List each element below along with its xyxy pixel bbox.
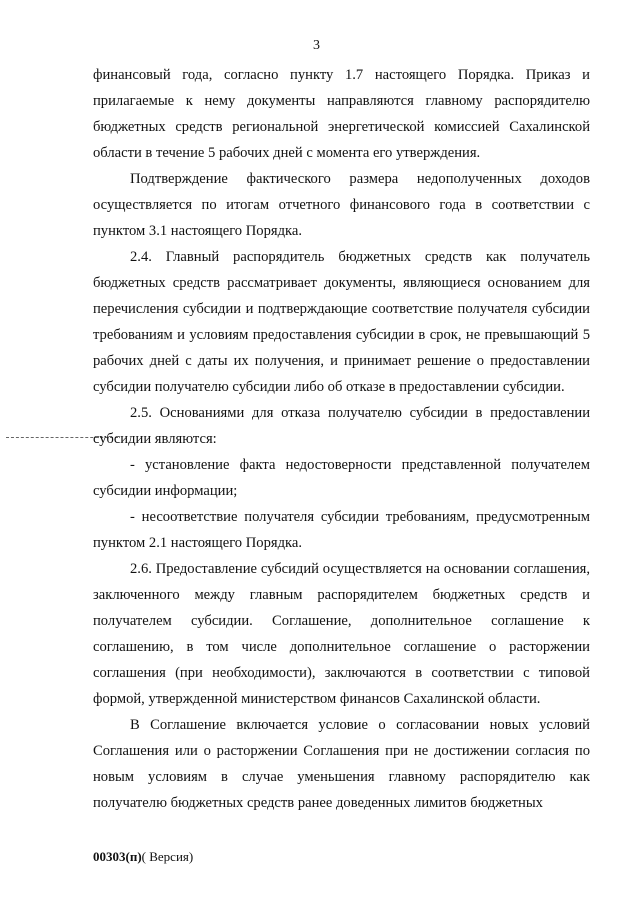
document-body — [93, 62, 590, 816]
footer-version: ( Версия) — [141, 849, 194, 864]
footer-code: 00303(п) — [93, 849, 142, 864]
paragraph-2-6: 2.6. Предоставление субсидий осуществляется на основании соглашения, заключенного между главным распорядителем бюджетных средств и получателем субсидии. Соглашение, дополнительное соглашение к соглашению, в том числе дополнительное соглашение о расторжении соглашения (при необходимости), заключаются в соответствии с типовой формой, утвержденной министерством финансов Сахалинской области. — [93, 561, 590, 707]
footer-document-code — [93, 849, 193, 865]
paragraph-2-4: 2.4. Главный распорядитель бюджетных средств как получатель бюджетных средств рассматривает документы, являющиеся основанием для перечисления субсидии и подтверждающие соответствие получателя субсидии требованиям и условиям предоставления субсидии в срок, не превышающий 5 рабочих дней с даты их получения, и принимает решение о предоставлении субсидии получателю субсидии либо об отказе в предоставлении субсидии. — [93, 249, 590, 395]
page-number: 3 — [313, 38, 320, 53]
paragraph-continuation: финансовый года, согласно пункту 1.7 настоящего Порядка. Приказ и прилагаемые к нему документы направляются главному распорядителю бюджетных средств региональной энергетической комиссией Сахалинской области в течение 5 рабочих дней с момента его утверждения. — [93, 67, 590, 161]
paragraph-2-5: 2.5. Основаниями для отказа получателю субсидии в предоставлении субсидии являются: — [93, 405, 590, 447]
list-item-unreliable-info: - установление факта недостоверности представленной получателем субсидии информации; — [93, 457, 590, 499]
paragraph-agreement-conditions: В Соглашение включается условие о согласовании новых условий Соглашения или о расторжении Соглашения при не достижении согласия по новым условиям в случае уменьшения главному распорядителю как получателю бюджетных средств ранее доведенных лимитов бюджетных — [93, 717, 590, 811]
list-item-nonconformity: - несоответствие получателя субсидии требованиям, предусмотренным пунктом 2.1 настоящего Порядка. — [93, 509, 590, 551]
paragraph-confirmation: Подтверждение фактического размера недополученных доходов осуществляется по итогам отчетного финансового года в соответствии с пунктом 3.1 настоящего Порядка. — [93, 171, 590, 239]
